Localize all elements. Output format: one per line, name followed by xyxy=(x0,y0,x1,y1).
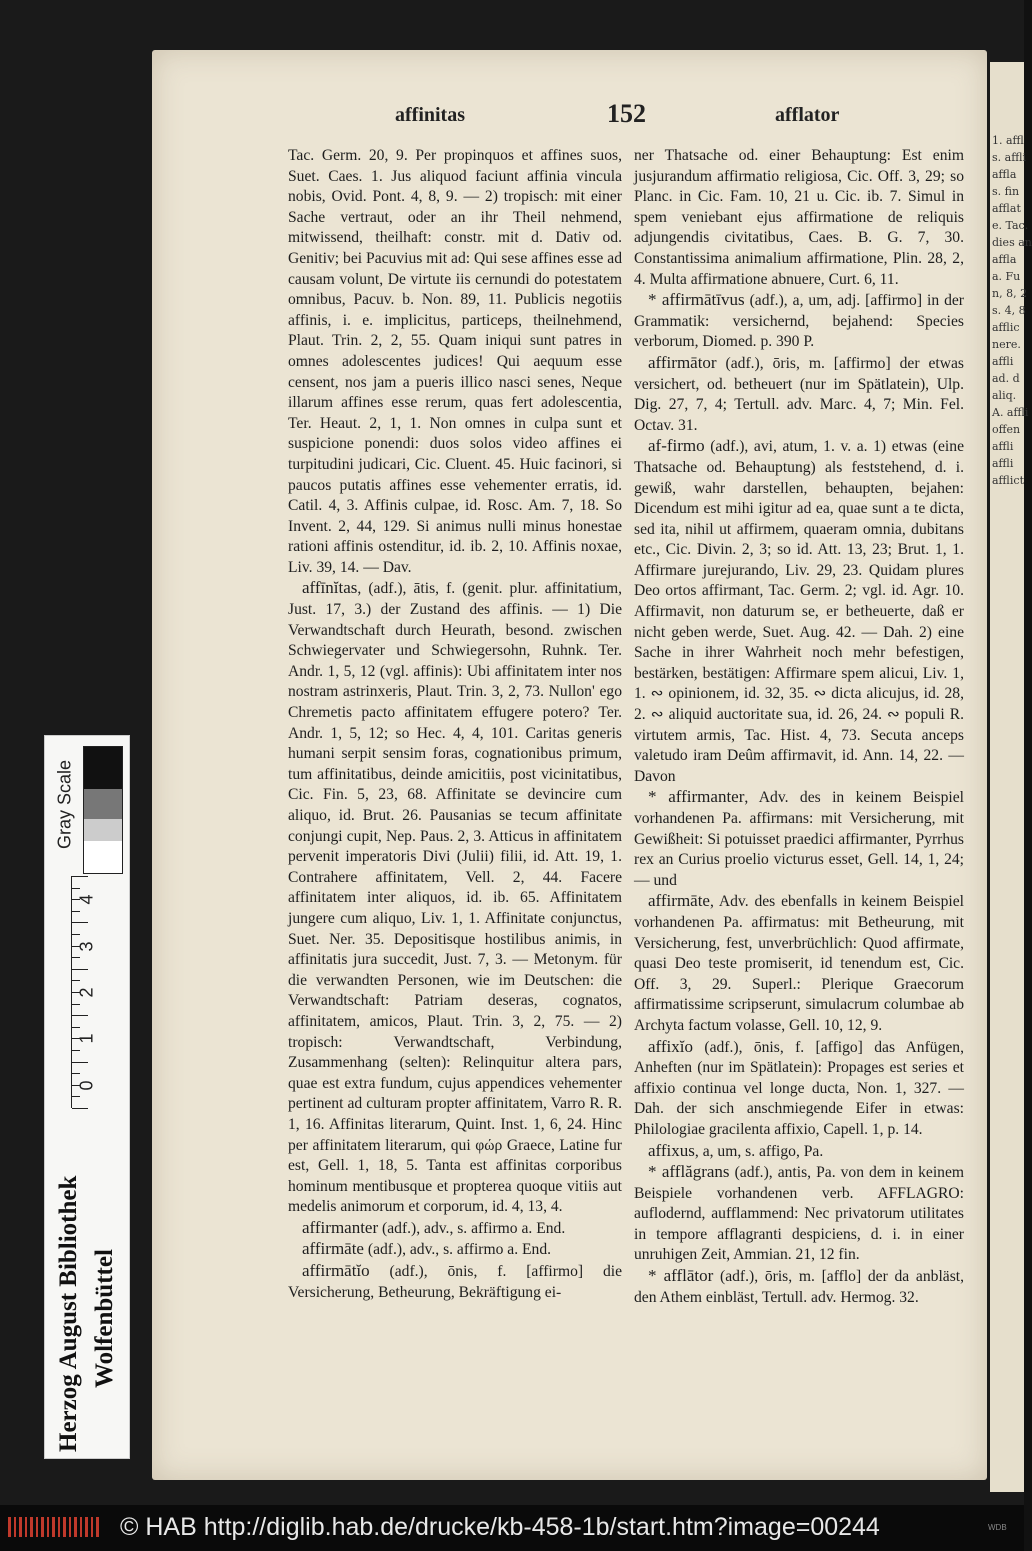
dictionary-entry xyxy=(634,891,964,1036)
next-page-fragment: 1. affl xyxy=(992,134,1024,147)
ruler-tick xyxy=(72,1108,88,1109)
entry-text: , Adv. des in keinem Beispiel vorhandenen Pa. affirmans: mit Versicherung, mit Gewißheit: Si potuisset praedici affirmanter, Pyrrhus rex an Curius proelio victurus esset, Gell. 14, 1, 24; — und xyxy=(634,789,964,889)
next-page-fragment: e. Tac. xyxy=(992,219,1029,232)
copyright-url[interactable]: © HAB http://diglib.hab.de/drucke/kb-458-1b/start.htm?image=00244 xyxy=(120,1513,880,1541)
footer-bar xyxy=(0,1505,1024,1551)
ruler-tick xyxy=(72,1073,80,1074)
entry-text: (adf.), ōris, m. [afflo] der da anbläst, den Athem einbläst, Tertull. adv. Hermog. 32. xyxy=(634,1268,965,1306)
left-text-column xyxy=(288,146,622,1303)
dictionary-entry xyxy=(634,1141,964,1163)
next-page-fragment: afflict xyxy=(992,474,1024,487)
gray-scale-label: Gray Scale xyxy=(54,759,75,850)
entry-text: , a, um, s. affigo, Pa. xyxy=(694,1142,824,1160)
gray-scale-label-box xyxy=(51,746,81,872)
entry-text: (adf.), ōnis, f. [affigo] das Anfügen, Anheften (nur im Spätlatein): Propages est series et affixio continua vel longe ducta, Non. 1, 327. — Dah. der sich anschmiegende Eifer in etwas: Philologiae gracilenta affixio, Capell. 1, p. 14. xyxy=(634,1038,964,1138)
dictionary-entry xyxy=(634,787,964,891)
dictionary-entry xyxy=(634,353,964,436)
next-page-fragment: dies an xyxy=(992,236,1032,249)
ruler-tick xyxy=(72,876,88,877)
dictionary-entry xyxy=(288,578,622,1217)
next-page-fragment: ad. d xyxy=(992,372,1020,385)
dictionary-entry xyxy=(634,1266,964,1308)
gray-patch-dark xyxy=(84,789,122,819)
entry-text: (adf.), avi, atum, 1. v. a. 1) etwas (eine Thatsache od. Behauptung) als feststehend, d. i. gewiß, wahr darstellen, behaupten, bejahen: Dicendum est mihi igitur ad ea, quae sunt a te dicta, sed ita, nihil ut affirmem, quaeram omnia, dubitans etc., Cic. Divin. 2, 3; so id. Att. 13, 23; Brut. 1, 1. Affirmare jurejurando, Liv. 29, 23. Quidam plures Deo ortos affirmant, Tac. Germ. 2; vgl. id. Agr. 10. Affirmavit, non daturum se, er betheuerte, daß er nicht geben werde, Suet. Aug. 42. — Dah. 2) eine Sache in ihrer Wahrheit noch mehr befestigen, bestärken, bestätigen: Affirmare spem alicui, Liv. 1, 1. ∾ opinionem, id. 32, 35. ∾ dicta alicujus, id. 28, 2. ∾ aliquid auctoritate sua, id. 26, 24. ∾ populi R. virtutem armis, Tac. Hist. 4, 73. Secuta anceps valetudo iram Deûm affirmavit, id. Ann. 14, 22. — Davon xyxy=(634,438,964,785)
next-page-fragment: s. 4, 8 xyxy=(992,304,1026,317)
entry-headword: * affirmātīvus xyxy=(648,290,745,310)
next-page-fragment: affli xyxy=(992,440,1014,453)
next-page-fragment: s. fin xyxy=(992,185,1020,198)
footer-mark: WDB xyxy=(988,1523,1007,1532)
next-page-fragment: n, 8, 2 xyxy=(992,287,1028,300)
entry-text: (adf.), antis, Pa. von dem in keinem Beispiele vorhandenen verb. AFFLAGRO: auflodernd, aufflammend: Nec privatorum utilitates in tempore afflagranti despiciens, d. i. in einer unruhigen Zeit, Ammian. 21, 12 fin. xyxy=(634,1164,964,1264)
right-text-column xyxy=(634,146,964,1308)
entry-headword: affirmāte xyxy=(302,1239,364,1259)
gray-patch-light xyxy=(84,819,122,841)
ruler-number: 3 xyxy=(76,941,97,952)
next-page-edge xyxy=(990,62,1032,1492)
ruler-tick xyxy=(72,1004,80,1005)
entry-headword: affirmanter xyxy=(302,1217,379,1237)
next-page-fragment: nere. xyxy=(992,338,1021,351)
ruler-number: 0 xyxy=(76,1080,97,1091)
dictionary-entry xyxy=(634,1037,964,1141)
next-page-fragment: aliq. xyxy=(992,389,1017,402)
hab-barcode-icon xyxy=(8,1515,104,1539)
dictionary-entry xyxy=(634,146,964,290)
entry-text: (adf.), adv., s. affirmo a. End. xyxy=(378,1219,566,1237)
next-page-fragment: affla xyxy=(992,168,1017,181)
ruler-number: 2 xyxy=(76,987,97,998)
dictionary-entry xyxy=(634,290,964,353)
entry-headword: affirmāte xyxy=(648,891,710,911)
entry-text: , (adf.), ātis, f. (genit. plur. affinitatium, Just. 17, 3.) der Zustand des affinis. — 1) Die Verwandtschaft durch Heurath, besond. zwischen Schwiegervater und Schwiegersohn, Ruhnk. Ter. Andr. 1, 5, 12 (vgl. affinis): Ubi affinitatem inter nos nostram astrinxeris, Plaut. Trin. 3, 2, 73. Nullon' ego Chremetis pacto affinitatem effugere potero? Ter. Andr. 1, 5, 12; so Hec. 4, 4, 101. Caritas generis humani serpit sensim foras, cognationibus primum, tum affinitatibus, deinde amicitiis, post vicinitatibus, Cic. Fin. 5, 23, 68. Affinitate se devincire cum aliquo, id. Brut. 26. Pausanias se tecum affinitate conjungi cupit, Nep. Paus. 2, 3. Atticus in affinitatem pervenit imperatoris Divi (Julii) filii, id. Att. 19, 1. Contrahere affinitatem, Vell. 2, 44. Facere affinitatem inter aliquos, id. ib. 65. Affinitatem jungere cum aliquo, Liv. 1, 1. Affinitate conjunctus, Suet. Ner. 35. Depositisque hostilibus animis, in affinitatis jura succedit, Just. 7, 3. — Metonym. für die verwandten Personen, wie im Deutschen: die Verwandtschaft: Patriam deseras, cognatos, affinitatem, amicos, Plaut. Trin. 3, 2, 75. — 2) tropisch: Verwandtschaft, Verbindung, Zusammenhang (selten): Relinquitur altera pars, quae est extra fundum, cujus appendices vehementer pertinent ad culturam propter affinitatem, Varro R. R. 1, 16. Affinitas literarum, Quint. Inst. 1, 6, 24. Hinc per affinitatem literarum, qui φώρ Graece, Latine fur est, Gell. 1, 18, 5. Tanta est affinitas corporibus hominum mentibusque et propterea quoque vitiis aut medelis animorum et corporum, id. 4, 13, 4. xyxy=(288,580,622,1216)
ruler-tick xyxy=(72,957,80,958)
entry-text: (adf.), adv., s. affirmo a. End. xyxy=(363,1241,552,1259)
entry-headword: affīnĭtas xyxy=(302,578,358,598)
ruler-tick xyxy=(72,911,80,912)
entry-headword: affixĭo xyxy=(648,1036,694,1056)
ruler-number: 1 xyxy=(76,1033,97,1044)
entry-text: Tac. Germ. 20, 9. Per propinquos et affines suos, Suet. Caes. 1. Jus aliquod faciunt affinia vincula nobis, Ovid. Pont. 4, 8, 9. — 2) tropisch: mit einer Sache vertraut, oder an ihr Theil nehmend, mitwissend, theilhaft: constr. mit d. Dativ od. Genitiv; bei Pacuvius mit ad: Qui sese affines esse ad causam volunt, De virtute iis cernundi do potestatem omnibus, Pacuv. b. Non. 89, 11. Publicis negotiis affinis, i. e. implicitus, particeps, theilnehmend, Plaut. Trin. 2, 2, 55. Quam iniqui sunt patres in omnes adolescentes judices! Qui aequum esse censent, nos jam a pueris illico nasci senes, Neque illarum affines esse rerum, quas fert adolescentia, Ter. Heaut. 2, 1, 1. Non omnes in culpa sunt et suspicione ponendi: duos solos video affines ei turpitudini judicari, Cic. Cluent. 45. Huic facinori, si paucos putatis affines esse vehementer erratis, id. Catil. 4, 3. Affinis culpae, id. Rosc. Am. 7, 18. So Invent. 2, 44, 129. Si animus nulli minus honestae rationi affinis ostenditur, id. ib. 2, 10. Affinis noxae, Liv. 39, 14. — Dav. xyxy=(288,147,622,576)
ruler-tick xyxy=(72,1027,80,1028)
ruler-number: 4 xyxy=(76,894,97,905)
running-head-left-word: affinitas xyxy=(395,104,465,126)
ruler xyxy=(71,876,124,1108)
ruler-tick xyxy=(72,922,88,923)
next-page-fragment: affli xyxy=(992,457,1014,470)
dictionary-entry xyxy=(288,1239,622,1261)
dictionary-entry xyxy=(288,1218,622,1240)
gray-scale-patches xyxy=(83,746,123,874)
entry-headword: * affirmanter xyxy=(648,787,745,807)
entry-headword: affirmātĭo xyxy=(302,1261,370,1281)
next-page-fragment: offen xyxy=(992,423,1021,436)
entry-headword: affixus xyxy=(648,1140,695,1160)
running-head xyxy=(0,101,1024,131)
library-city: Wolfenbüttel xyxy=(91,1249,118,1388)
dictionary-entry xyxy=(634,436,964,787)
ruler-tick xyxy=(72,888,80,889)
next-page-fragment: afflic xyxy=(992,321,1020,334)
ruler-tick xyxy=(72,1062,88,1063)
next-page-fragment: affla xyxy=(992,253,1017,266)
entry-text: (adf.), ōris, m. [affirmo] der etwas versichert, od. betheuert (nur im Spätlatein), Ulp. Dig. 27, 7, 4; Tertull. adv. Marc. 4, 7; Min. Fel. Octav. 31. xyxy=(634,354,964,434)
library-name: Herzog August Bibliothek xyxy=(55,1175,82,1452)
entry-headword: affirmātor xyxy=(648,352,717,372)
ruler-tick xyxy=(72,934,80,935)
entry-text: (adf.), a, um, adj. [affirmo] in der Grammatik: versichernd, bejahend: Species verborum, Diomed. p. 390 P. xyxy=(634,292,964,351)
library-label xyxy=(47,1156,129,1456)
page-number: 152 xyxy=(607,99,646,128)
entry-text: (adf.), ōnis, f. [affirmo] die Versicherung, Betheurung, Bekräftigung ei- xyxy=(288,1263,622,1301)
entry-headword: * afflăgrans xyxy=(648,1162,730,1182)
ruler-tick xyxy=(72,980,80,981)
next-page-fragment: A. affli xyxy=(992,406,1029,419)
running-head-right-word: afflator xyxy=(775,104,840,126)
ruler-tick xyxy=(72,1096,80,1097)
dictionary-entry xyxy=(288,1261,622,1303)
ruler-tick xyxy=(72,1015,88,1016)
next-page-fragment: affli xyxy=(992,355,1014,368)
gray-patch-black xyxy=(84,747,122,789)
ruler-tick xyxy=(72,969,88,970)
calibration-card xyxy=(44,735,130,1459)
ruler-tick xyxy=(72,1050,80,1051)
next-page-fragment: s. affli xyxy=(992,151,1027,164)
dictionary-entry xyxy=(288,146,622,578)
next-page-fragment: a. Fu xyxy=(992,270,1021,283)
entry-headword: af-firmo xyxy=(648,436,705,456)
entry-text: , Adv. des ebenfalls in keinem Beispiel vorhandenen Pa. affirmatus: mit Betheurung, mit Versicherung, fest, unverbrüchlich: Quod affirmate, quasi Deo teste promiserit, id tenendum est, Cic. Off. 3, 29. Superl.: Plerique Graecorum affirmatissime scripserunt, simulacrum columbae ab Archyta factum volasse, Gell. 10, 12, 9. xyxy=(634,893,964,1034)
next-page-fragment: afflat xyxy=(992,202,1021,215)
entry-headword: * afflātor xyxy=(648,1266,714,1286)
dictionary-entry xyxy=(634,1162,964,1266)
entry-text: ner Thatsache od. einer Behauptung: Est enim jusjurandum affirmatio religiosa, Cic. Off. 3, 29; so Planc. in Cic. Fam. 10, 21 u. Cic. ib. 7. Simul in spem veniebant ejus affirmatione de reliquis adjungendis civitatibus, Caes. B. G. 7, 30. Constantissima animalium affirmatione, Plin. 28, 2, 4. Multa affirmatione abnuere, Curt. 6, 11. xyxy=(634,147,964,288)
